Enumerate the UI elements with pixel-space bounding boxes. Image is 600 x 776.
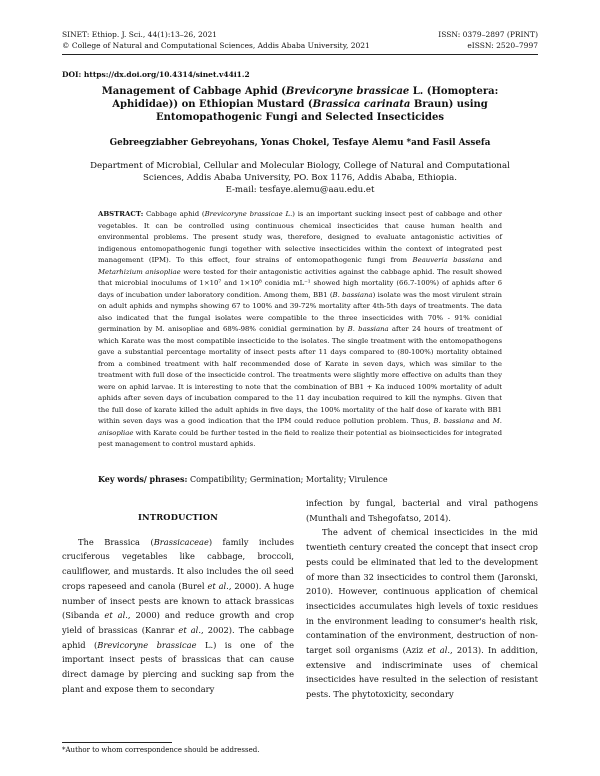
copyright-line: © College of Natural and Computational Sciences, Addis Ababa University, 2021 bbox=[62, 41, 370, 50]
issn-electronic: eISSN: 2520–7997 bbox=[467, 41, 538, 50]
intro-paragraph-2: The advent of chemical insecticides in the mid twentieth century created the concept that insect crop pests could be eliminated that led to the development of more than 32 insecticides to control them (Jaronski, 2010). However, continuous application of chemical insecticides accumulates high levels of toxic residues in the environment leading to consumer's health risk, contamination of the environment, destruction of non-target soil organisms (Aziz et al., 2013). In addition, extensive and indiscriminate uses of chemical insecticides have resulted in the selection of resistant pests. The phytotoxicity, secondary bbox=[306, 527, 538, 700]
paper-title: Management of Cabbage Aphid (Brevicoryne brassicae L. (Homoptera: Aphididae)) on Ethiopian Mustard (Brassica carinata Braun) using Entomopathogenic Fungi and Selected Insecticides bbox=[101, 86, 499, 123]
author-list: Gebreegziabher Gebreyohans, Yonas Chokel, Tesfaye Alemu *and Fasil Assefa bbox=[109, 138, 491, 148]
header-rule bbox=[62, 54, 538, 55]
abstract: ABSTRACT: Cabbage aphid (Brevicoryne brassicae L.) is an important sucking insect pest of cabbage and other vegetables. It can be controlled using continuous chemical insecticides that cause human health and environmental problems. The present study was, therefore, designed to evaluate antagonistic activities of indigenous entomopathogenic fungi together with selective insecticides within the context of integrated pest management (IPM). To this effect, four strains of entomopathogenic fungi from Beauveria bassiana and Metarhizium anisopliae were tested for their antagonistic activities against the cabbage aphid. The result showed that microbial inoculums of 1×10⁷ and 1×10⁸ conidia mL⁻¹ showed high mortality (66.7-100%) of aphids after 6 days of incubation under laboratory condition. Among them, BB1 (B. bassiana) isolate was the most virulent strain on adult aphids and nymphs showing 67 to 100% and 39-72% mortality after 4th-5th days of treatments. The data also indicated that the fungal isolates were compatible to the three insecticides with 70% - 91% conidial germination by M. anisopliae and 68%-98% conidial germination by B. bassiana after 24 hours of treatment of which Karate was the most compatible insecticide to the isolates. The single treatment with the entomopathogens gave a substantial percentage mortality of insect pests after 11 days compared to (80-100%) mortality obtained from a combined treatment with half recommended dose of Karate in seven days, which was similar to the treatment with full dose of the insecticide control. The treatments were slightly more effective on adults than they were on aphid larvae. It is interesting to note that the combination of BB1 + Ka induced 100% mortality of adult aphids after seven days of incubation compared to the 11 day incubation required to kill the nymphs. Given that the full dose of karate killed the adult aphids in five days, the 100% mortality of the half dose of karate with BB1 within seven days was a good indication that the IPM could reduce pollution problem. Thus, B. bassiana and M. anisopliae with Karate could be further tested in the field to realize their potential as bioinsecticides for integrated pest management to control mustard aphids. bbox=[98, 210, 503, 448]
intro-paragraph-1: The Brassica (Brassicaceae) family includes cruciferous vegetables like cabbage, broccoli, cauliflower, and mustards. It also includes the oil seed crops rapeseed and canola (Burel et al., 2000). A huge number of insect pests are known to attack brassicas (Sibanda et al., 2000) and reduce growth and crop yield of brassicas (Kanrar et al., 2002). The cabbage aphid (Brevicoryne brassicae L.) is one of the important insect pests of brassicas that can cause direct damage by piercing and sucking sap from the plant and expose them to secondary bbox=[62, 536, 295, 694]
doi-link[interactable]: DOI: https://dx.doi.org/10.4314/sinet.v44i1.2 bbox=[62, 70, 250, 79]
contact-email[interactable]: E-mail: tesfaye.alemu@aau.edu.et bbox=[225, 185, 375, 195]
department-address: Department of Microbial, Cellular and Molecular Biology, College of Natural and Computational Sciences, Addis Ababa University, PO. Box 1176, Addis Ababa, Ethiopia. bbox=[90, 161, 510, 183]
affiliation bbox=[80, 160, 520, 196]
section-heading-introduction: INTRODUCTION bbox=[137, 512, 219, 522]
intro-paragraph-1-continued: infection by fungal, bacterial and viral pathogens (Munthali and Tshegofatso, 2014). bbox=[306, 498, 538, 523]
abstract-label: ABSTRACT: bbox=[98, 210, 144, 218]
body-column-right bbox=[306, 496, 538, 702]
corresponding-author-footnote: *Author to whom correspondence should be addressed. bbox=[62, 746, 260, 754]
journal-reference: SINET: Ethiop. J. Sci., 44(1):13–26, 2021 bbox=[62, 30, 218, 39]
footnote-rule bbox=[62, 742, 172, 743]
body-column-left bbox=[62, 496, 294, 696]
keywords: Key words/ phrases: Compatibility; Germination; Mortality; Virulence bbox=[98, 474, 388, 484]
issn-print: ISSN: 0379–2897 (PRINT) bbox=[438, 30, 538, 39]
